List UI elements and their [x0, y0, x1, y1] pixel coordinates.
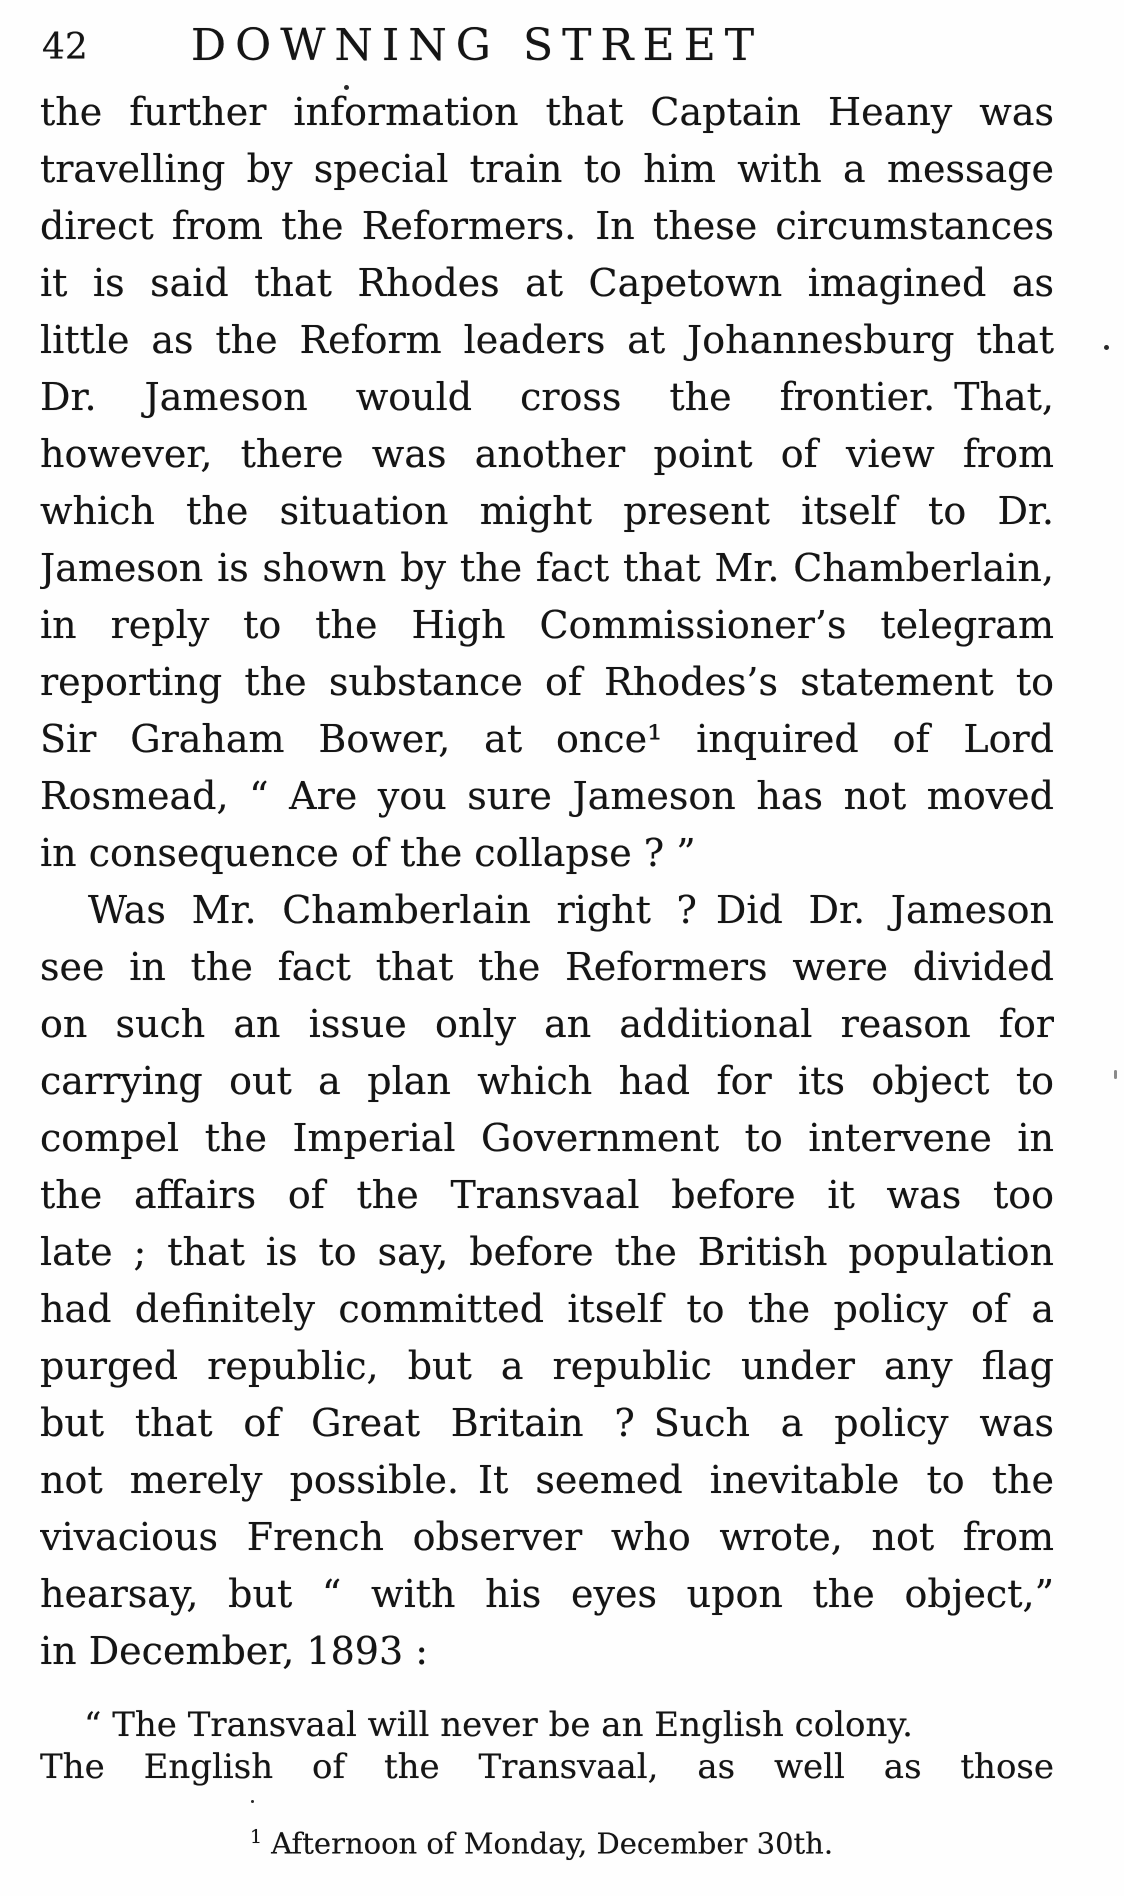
- text-line: vivacious French observer who wrote, not from: [40, 1515, 1054, 1559]
- text-line: The English of the Transvaal, as well as those: [40, 1747, 1054, 1787]
- text-line: little as the Reform leaders at Johannesburg that: [40, 318, 1054, 362]
- body-text: [40, 84, 1054, 1788]
- text-line: on such an issue only an additional reason for: [40, 1002, 1054, 1046]
- text-line: see in the fact that the Reformers were divided: [40, 945, 1054, 989]
- text-line: travelling by special train to him with a message: [40, 147, 1054, 191]
- text-line: direct from the Reformers. In these circumstances: [40, 204, 1054, 248]
- text-line: the affairs of the Transvaal before it was too: [40, 1173, 1054, 1217]
- text-line: it is said that Rhodes at Capetown imagined as: [40, 261, 1054, 305]
- text-line: Rosmead, “ Are you sure Jameson has not moved: [40, 774, 1054, 818]
- scan-speck: [1114, 1070, 1117, 1079]
- text-line: which the situation might present itself to Dr.: [40, 489, 1054, 533]
- text-line: hearsay, but “ with his eyes upon the object,”: [40, 1572, 1054, 1616]
- text-line: not merely possible. It seemed inevitable to the: [40, 1458, 1054, 1502]
- text-line: compel the Imperial Government to intervene in: [40, 1116, 1054, 1160]
- text-line: the further information that Captain Heany was: [40, 90, 1054, 134]
- footnote-text: Afternoon of Monday, December 30th.: [271, 1826, 834, 1861]
- text-line: carrying out a plan which had for its object to: [40, 1059, 1054, 1103]
- text-line: Jameson is shown by the fact that Mr. Chamberlain,: [40, 546, 1054, 590]
- footnote-marker: 1: [250, 1826, 263, 1848]
- paragraph: [40, 882, 1054, 1680]
- text-line: however, there was another point of view from: [40, 432, 1054, 476]
- text-line: “ The Transvaal will never be an English colony.: [84, 1705, 913, 1745]
- scan-speck: [344, 85, 349, 90]
- text-line: in consequence of the collapse ? ”: [40, 831, 696, 875]
- running-title: DOWNING STREET: [190, 20, 764, 71]
- text-line: Sir Graham Bower, at once¹ inquired of Lord: [40, 717, 1054, 761]
- scan-speck: [251, 1800, 254, 1803]
- text-line: in December, 1893 :: [40, 1629, 429, 1673]
- text-line: purged republic, but a republic under any flag: [40, 1344, 1054, 1388]
- paragraph: [40, 84, 1054, 882]
- text-line: Dr. Jameson would cross the frontier. That,: [40, 375, 1054, 419]
- page-number: 42: [42, 27, 88, 68]
- footnote: [250, 1820, 833, 1861]
- page-header: [0, 22, 1124, 72]
- quoted-passage: [40, 1704, 1054, 1788]
- text-line: late ; that is to say, before the British population: [40, 1230, 1054, 1274]
- text-line: had definitely committed itself to the policy of a: [40, 1287, 1054, 1331]
- scan-speck: [1104, 345, 1109, 350]
- text-line: Was Mr. Chamberlain right ? Did Dr. Jameson: [88, 888, 1054, 932]
- text-line: in reply to the High Commissioner’s telegram: [40, 603, 1054, 647]
- text-line: reporting the substance of Rhodes’s statement to: [40, 660, 1054, 704]
- text-line: but that of Great Britain ? Such a policy was: [40, 1401, 1054, 1445]
